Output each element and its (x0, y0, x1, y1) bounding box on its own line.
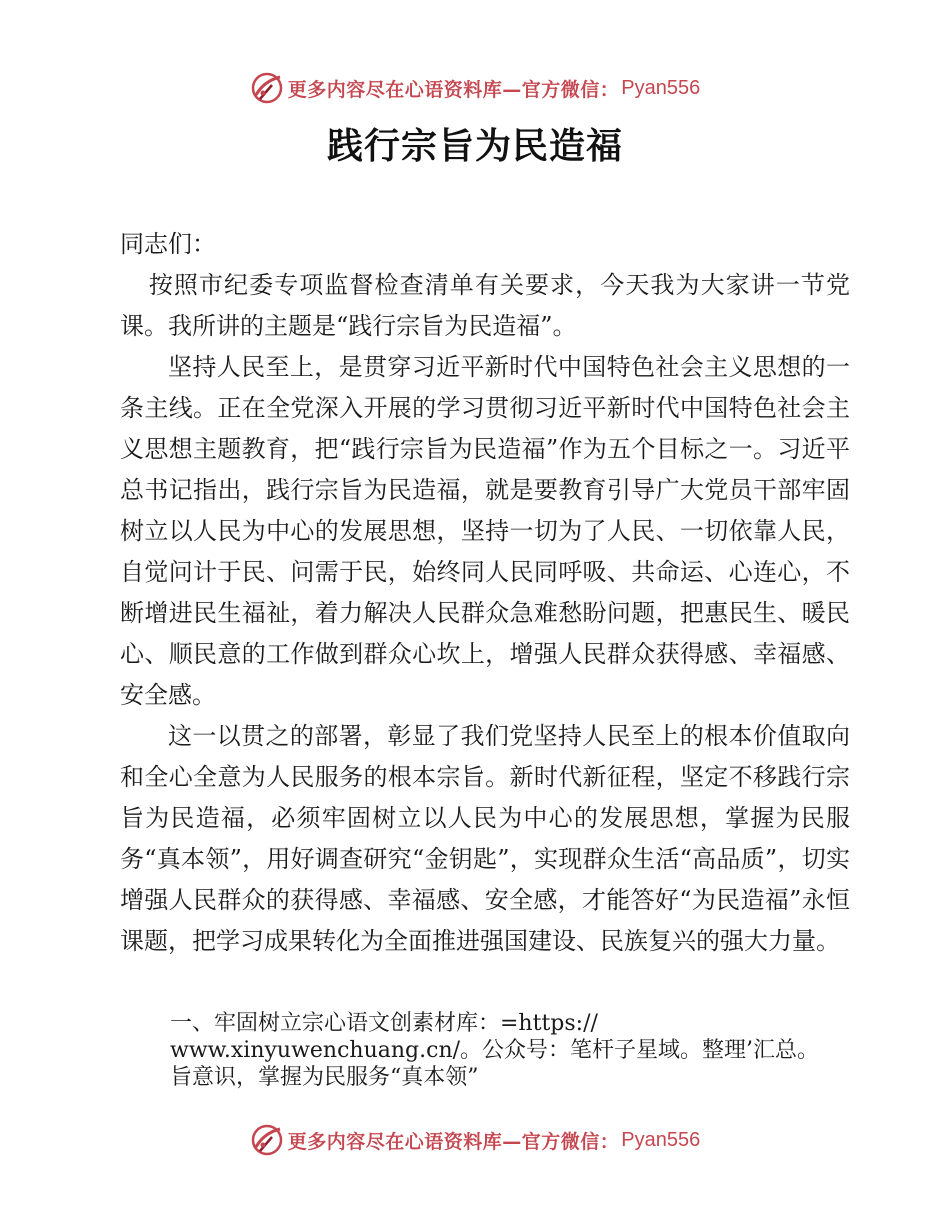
outline-line: 旨意识，掌握为民服务“真本领” (170, 1065, 479, 1090)
watermark-wechat-id: Pyan556 (621, 76, 701, 99)
watermark-text: 更多内容尽在心语资料库—官方微信： (287, 1130, 620, 1153)
header-watermark (0, 68, 950, 108)
brush-logo-icon (250, 1123, 284, 1157)
watermark-text: 更多内容尽在心语资料库—官方微信： (287, 78, 620, 101)
section-heading-1 (170, 1010, 860, 1091)
footer-watermark (0, 1120, 950, 1160)
watermark-wechat-id: Pyan556 (621, 1128, 701, 1151)
paragraph-main-line: 坚持人民至上，是贯穿习近平新时代中国特色社会主义思想的一条主线。正在全党深入开展的学习贯彻习近平新时代中国特色社会主义思想主题教育，把“践行宗旨为民造福”作为五个目标之一。习近平总书记指出，践行宗旨为民造福，就是要教育引导广大党员干部牢固树立以人民为中心的发展思想，坚持一切为了人民、一切依靠人民，自觉问计于民、问需于民，始终同人民同呼吸、共命运、心连心，不断增进民生福祉，着力解决人民群众急难愁盼问题，把惠民生、暖民心、顺民意的工作做到群众心坎上，增强人民群众获得感、幸福感、安全感。 (120, 353, 850, 709)
document-title: 践行宗旨为民造福 (326, 125, 623, 167)
outline-line: www.xinyuwenchuang.cn/。公众号：笔杆子星域。整理’汇总。 (170, 1038, 820, 1063)
document-body (120, 224, 850, 962)
paragraph-deployment: 这一以贯之的部署，彰显了我们党坚持人民至上的根本价值取向和全心全意为人民服务的根本宗旨。新时代新征程，坚定不移践行宗旨为民造福，必须牢固树立以人民为中心的发展思想，掌握为民服务“真本领”，用好调查研究“金钥匙”，实现群众生活“高品质”，切实增强人民群众的获得感、幸福感、安全感，才能答好“为民造福”永恒课题，把学习成果转化为全面推进强国建设、民族复兴的强大力量。 (120, 722, 850, 955)
outline-line: 一、牢固树立宗心语文创素材库：=https:// (170, 1011, 598, 1036)
brush-logo-icon (250, 71, 284, 105)
salutation: 同志们： (120, 230, 216, 258)
paragraph-intro: 按照市纪委专项监督检查清单有关要求，今天我为大家讲一节党课。我所讲的主题是“践行宗旨为民造福”。 (120, 271, 850, 340)
